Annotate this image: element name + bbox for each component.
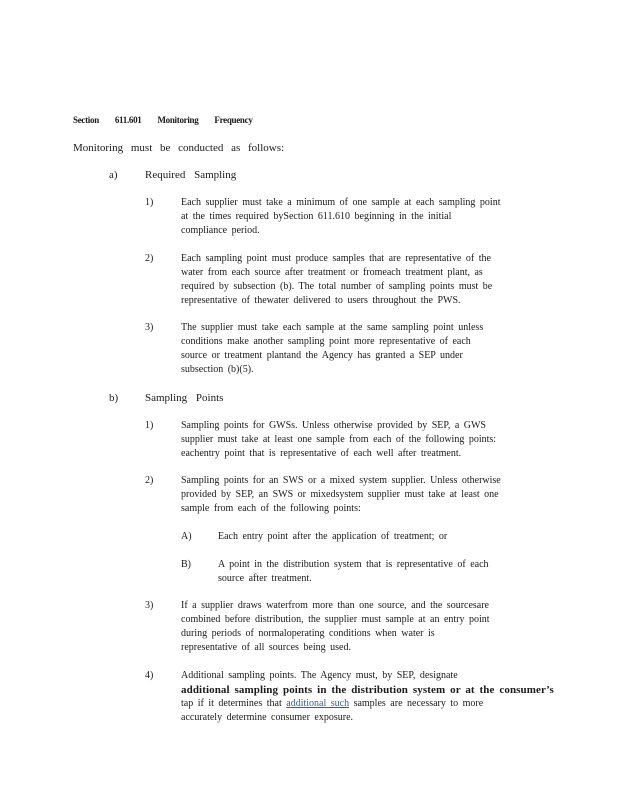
text-line: Additional sampling points. The Agency must, by SEP, designate xyxy=(181,670,458,681)
text-line: sample from each of the following points: xyxy=(181,503,361,514)
item-b4-paragraph xyxy=(181,669,554,725)
text-line: Sampling points for an SWS or a mixed system supplier. Unless otherwise xyxy=(181,475,501,486)
text-line: source after treatment. xyxy=(218,573,312,584)
item-a2-number: 2) xyxy=(145,253,154,264)
text-line: representative of all sources being used. xyxy=(181,642,351,653)
text-line: If a supplier draws waterfrom more than one source, and the sourcesare xyxy=(181,600,489,611)
intro-text: Monitoring must be conducted as follows: xyxy=(73,142,285,154)
text-line-with-link xyxy=(181,697,535,711)
text-line: combined before distribution, the supplier must sample at an entry point xyxy=(181,614,490,625)
text-line: Each supplier must take a minimum of one sample at each sampling point xyxy=(181,197,501,208)
text-fragment: tap if it determines that xyxy=(181,698,287,709)
item-a1-number: 1) xyxy=(145,197,154,208)
item-a2-paragraph xyxy=(181,252,535,308)
item-b1-paragraph xyxy=(181,419,535,461)
text-line: A point in the distribution system that is representative of each xyxy=(218,559,489,570)
section-heading: Section 611.601 Monitoring Frequency xyxy=(73,115,253,125)
text-line-bold: additional sampling points in the distribution system or at the consumer’s xyxy=(181,684,554,696)
section-b-mark: b) xyxy=(109,392,119,404)
subitem-b2a-number: A) xyxy=(181,531,192,542)
item-a1-paragraph xyxy=(181,196,535,238)
text-line: Each entry point after the application of treatment; or xyxy=(218,531,448,542)
item-b4-number: 4) xyxy=(145,670,154,681)
text-line: required by subsection (b). The total number of sampling points must be xyxy=(181,281,493,292)
text-line: at the times required bySection 611.610 beginning in the initial xyxy=(181,211,452,222)
item-b1-number: 1) xyxy=(145,420,154,431)
item-a3-number: 3) xyxy=(145,322,154,333)
subitem-b2b-paragraph xyxy=(218,558,536,586)
section-a-mark: a) xyxy=(109,169,118,181)
text-line: compliance period. xyxy=(181,225,260,236)
text-line: accurately determine consumer exposure. xyxy=(181,712,354,723)
item-b2-paragraph xyxy=(181,474,535,516)
item-b2-number: 2) xyxy=(145,475,154,486)
text-line: Sampling points for GWSs. Unless otherwise provided by SEP, a GWS xyxy=(181,420,486,431)
text-line: supplier must take at least one sample from each of the following points: xyxy=(181,434,497,445)
text-line: source or treatment plantand the Agency has granted a SEP under xyxy=(181,350,463,361)
subitem-b2a-paragraph xyxy=(218,530,536,544)
text-line: representative of thewater delivered to users throughout the PWS. xyxy=(181,295,461,306)
text-line: provided by SEP, an SWS or mixedsystem supplier must take at least one xyxy=(181,489,499,500)
item-a3-paragraph xyxy=(181,321,535,377)
text-line: during periods of normaloperating conditions when water is xyxy=(181,628,435,639)
section-b-title: Sampling Points xyxy=(145,392,224,404)
additional-such-link[interactable]: additional such xyxy=(286,698,350,709)
text-line: water from each source after treatment or fromeach treatment plant, as xyxy=(181,267,483,278)
text-fragment: samples are necessary to more xyxy=(349,698,484,709)
text-line: Each sampling point must produce samples that are representative of the xyxy=(181,253,491,264)
text-line: subsection (b)(5). xyxy=(181,364,254,375)
subitem-b2b-number: B) xyxy=(181,559,191,570)
item-b3-paragraph xyxy=(181,599,535,655)
section-a-title: Required Sampling xyxy=(145,169,237,181)
item-b3-number: 3) xyxy=(145,600,154,611)
text-line: eachentry point that is representative of each well after treatment. xyxy=(181,448,462,459)
text-line: The supplier must take each sample at the same sampling point unless xyxy=(181,322,484,333)
text-line: conditions make another sampling point more representative of each xyxy=(181,336,471,347)
